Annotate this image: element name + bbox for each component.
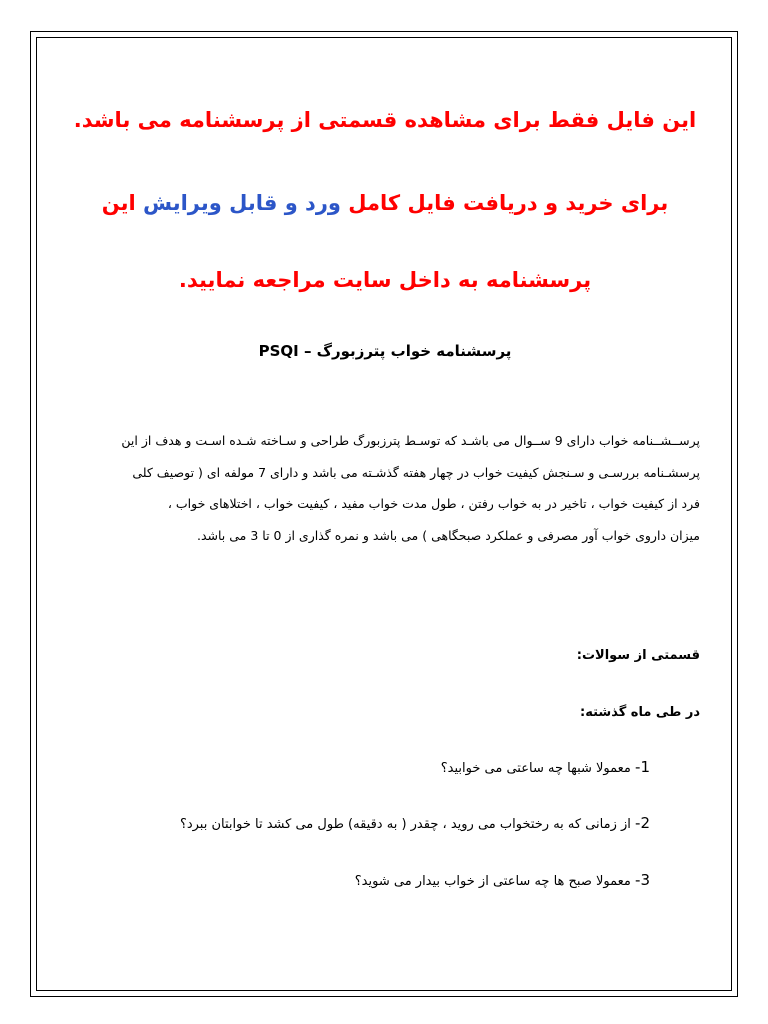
notice-line-3: پرسشنامه به داخل سایت مراجعه نمایید. — [178, 268, 592, 292]
notice-line-2-highlight: ورد و قابل ویرایش — [143, 191, 341, 215]
question-number: 3- — [635, 871, 650, 889]
notice-line-2-end: این — [101, 191, 144, 215]
intro-line: پرســشــنامه خواب دارای 9 ســوال می باشـد که توسـط پترزبورگ طراحی و سـاخته شـده اسـت و هدف از این — [121, 433, 700, 448]
question-item — [180, 811, 650, 837]
intro-paragraph — [70, 425, 700, 551]
question-text: معمولا صبح ها چه ساعتی از خواب بیدار می شوید؟ — [354, 874, 636, 889]
notice-line-1: این فایل فقط برای مشاهده قسمتی از پرسشنامه می باشد. — [73, 108, 697, 132]
document-title: پرسشنامه خواب پترزبورگ – PSQI — [258, 342, 512, 360]
intro-line: پرسشـنامه بررسـی و سـنجش کیفیت خواب در چهار هفته گذشـته می باشد و دارای 7 مولفه ای ( توصیف کلی — [132, 464, 700, 480]
period-heading: در طی ماه گذشته: — [580, 705, 700, 720]
notice-line-2-start: برای خرید و دریافت فایل کامل — [340, 191, 669, 215]
intro-line: فرد از کیفیت خواب ، تاخیر در به خواب رفتن ، طول مدت خواب مفید ، کیفیت خواب ، اختلاهای خواب ، — [167, 496, 700, 511]
intro-line: میزان داروی خواب آور مصرفی و عملکرد صبحگاهی ) می باشد و نمره گذاری از 0 تا 3 می باشد. — [196, 527, 700, 543]
question-text: از زمانی که به رختخواب می روید ، چقدر ( به دقیقه) طول می کشد تا خوابتان ببرد؟ — [179, 817, 636, 832]
question-number: 2- — [635, 814, 650, 832]
question-item — [355, 868, 650, 894]
section-heading: قسمتی از سوالات: — [576, 648, 700, 663]
question-number: 1- — [635, 758, 650, 776]
notice-line-2 — [70, 183, 700, 223]
question-item — [441, 755, 650, 781]
question-text: معمولا شبها چه ساعتی می خوابید؟ — [440, 761, 636, 776]
